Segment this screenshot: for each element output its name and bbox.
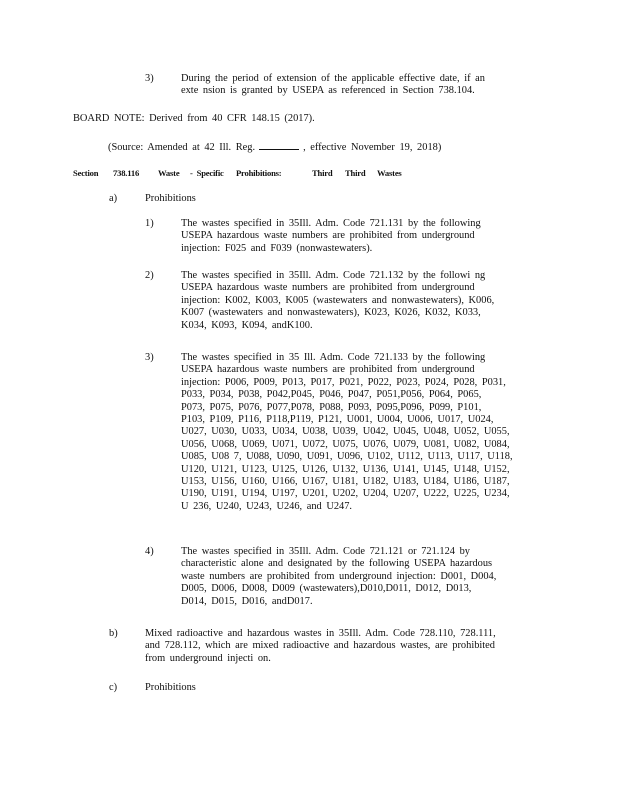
section-number: 738.116 <box>113 168 140 178</box>
item-number: 3) <box>145 352 154 363</box>
text-line: U027, U030, U033, U034, U038, U039, U042, U045, U048, U052, U055, <box>181 426 510 438</box>
text-line: injection: K002, K003, K005 (wastewaters and nonwastewaters), K006, <box>181 294 495 306</box>
text-line: U056, U068, U069, U071, U072, U075, U076, U079, U081, U082, U084, <box>181 438 510 450</box>
text-line: injection: P006, P009, P013, P017, P021, P022, P023, P024, P028, P031, <box>181 376 506 388</box>
text-line: USEPA hazardous waste numbers are prohibited from underground <box>181 364 475 376</box>
text-line: P033, P034, P038, P042,P045, P046, P047, P051,P056, P064, P065, <box>181 389 482 401</box>
text-line: U190, U191, U194, U197, U201, U202, U204, U207, U222, U225, U234, <box>181 488 510 500</box>
board-note: BOARD NOTE: Derived from 40 CFR 148.15 (2017). <box>73 113 315 124</box>
text-line: D005, D006, D008, D009 (wastewaters),D010,D011, D012, D013, <box>181 583 472 595</box>
item-number: 4) <box>145 546 154 557</box>
item-number: 3) <box>145 73 154 84</box>
text-line: D014, D015, D016, andD017. <box>181 595 313 607</box>
text-line: K034, K093, K094, andK100. <box>181 319 313 331</box>
section-title-word: - Specific <box>190 168 224 178</box>
text-line: injection: F025 and F039 (nonwastewaters). <box>181 242 373 254</box>
subsection-number: c) <box>109 682 118 693</box>
section-title-word: Wastes <box>377 168 402 178</box>
text-line: waste numbers are prohibited from underground injection: D001, D004, <box>181 570 497 582</box>
prohibition-paragraph <box>181 218 531 255</box>
section-heading <box>0 168 618 180</box>
text-line: USEPA hazardous waste numbers are prohibited from underground <box>181 282 475 294</box>
source-suffix: , effective November 19, 2018) <box>303 142 442 153</box>
subsection-heading: Prohibitions <box>145 193 196 204</box>
text-line: exte nsion is granted by USEPA as referenced in Section 738.104. <box>181 85 475 97</box>
text-line: The wastes specified in 35Ill. Adm. Code 721.132 by the followi ng <box>181 270 486 281</box>
subsection-heading: Prohibitions <box>145 682 196 693</box>
blank-line <box>259 140 299 150</box>
extension-paragraph <box>181 73 511 98</box>
text-line: U085, U08 7, U088, U090, U091, U096, U102, U112, U113, U117, U118, <box>181 451 513 463</box>
text-line: The wastes specified in 35 Ill. Adm. Code 721.133 by the following <box>181 352 486 363</box>
text-line: K007 (wastewaters and nonwastewaters), K023, K026, K032, K033, <box>181 307 481 319</box>
prohibition-paragraph <box>181 546 536 608</box>
text-line: During the period of extension of the applicable effective date, if an <box>181 73 485 84</box>
section-title-word: Prohibitions: <box>236 168 282 178</box>
section-title-word: Third <box>345 168 366 178</box>
subsection-number: b) <box>109 628 118 639</box>
text-line: from underground injecti on. <box>145 652 271 664</box>
item-number: 1) <box>145 218 154 229</box>
text-line: U153, U156, U160, U166, U167, U181, U182, U183, U184, U186, U187, <box>181 476 510 488</box>
text-line: U120, U121, U123, U125, U126, U132, U136, U141, U145, U148, U152, <box>181 463 510 475</box>
text-line: P073, P075, P076, P077,P078, P088, P093, P095,P096, P099, P101, <box>181 401 482 413</box>
section-label: Section <box>73 168 99 178</box>
text-line: P103, P109, P116, P118,P119, P121, U001, U004, U006, U017, U024, <box>181 414 494 426</box>
item-number: 2) <box>145 270 154 281</box>
mixed-waste-paragraph <box>145 628 530 665</box>
text-line: The wastes specified in 35Ill. Adm. Code 721.131 by the following <box>181 218 481 229</box>
source-note <box>108 140 441 154</box>
text-line: U 236, U240, U243, U246, and U247. <box>181 500 353 512</box>
text-line: and 728.112, which are mixed radioactive and hazardous wastes, are prohibited <box>145 640 495 652</box>
text-line: Mixed radioactive and hazardous wastes in 35Ill. Adm. Code 728.110, 728.111, <box>145 628 496 639</box>
source-prefix: (Source: Amended at 42 Ill. Reg. <box>108 142 256 153</box>
prohibition-paragraph <box>181 352 536 513</box>
text-line: The wastes specified in 35Ill. Adm. Code 721.121 or 721.124 by <box>181 546 470 557</box>
text-line: USEPA hazardous waste numbers are prohibited from underground <box>181 230 475 242</box>
section-title-word: Waste <box>158 168 180 178</box>
subsection-number: a) <box>109 193 118 204</box>
text-line: characteristic alone and designated by the following USEPA hazardous <box>181 558 493 570</box>
section-title-word: Third <box>312 168 333 178</box>
prohibition-paragraph <box>181 270 531 332</box>
